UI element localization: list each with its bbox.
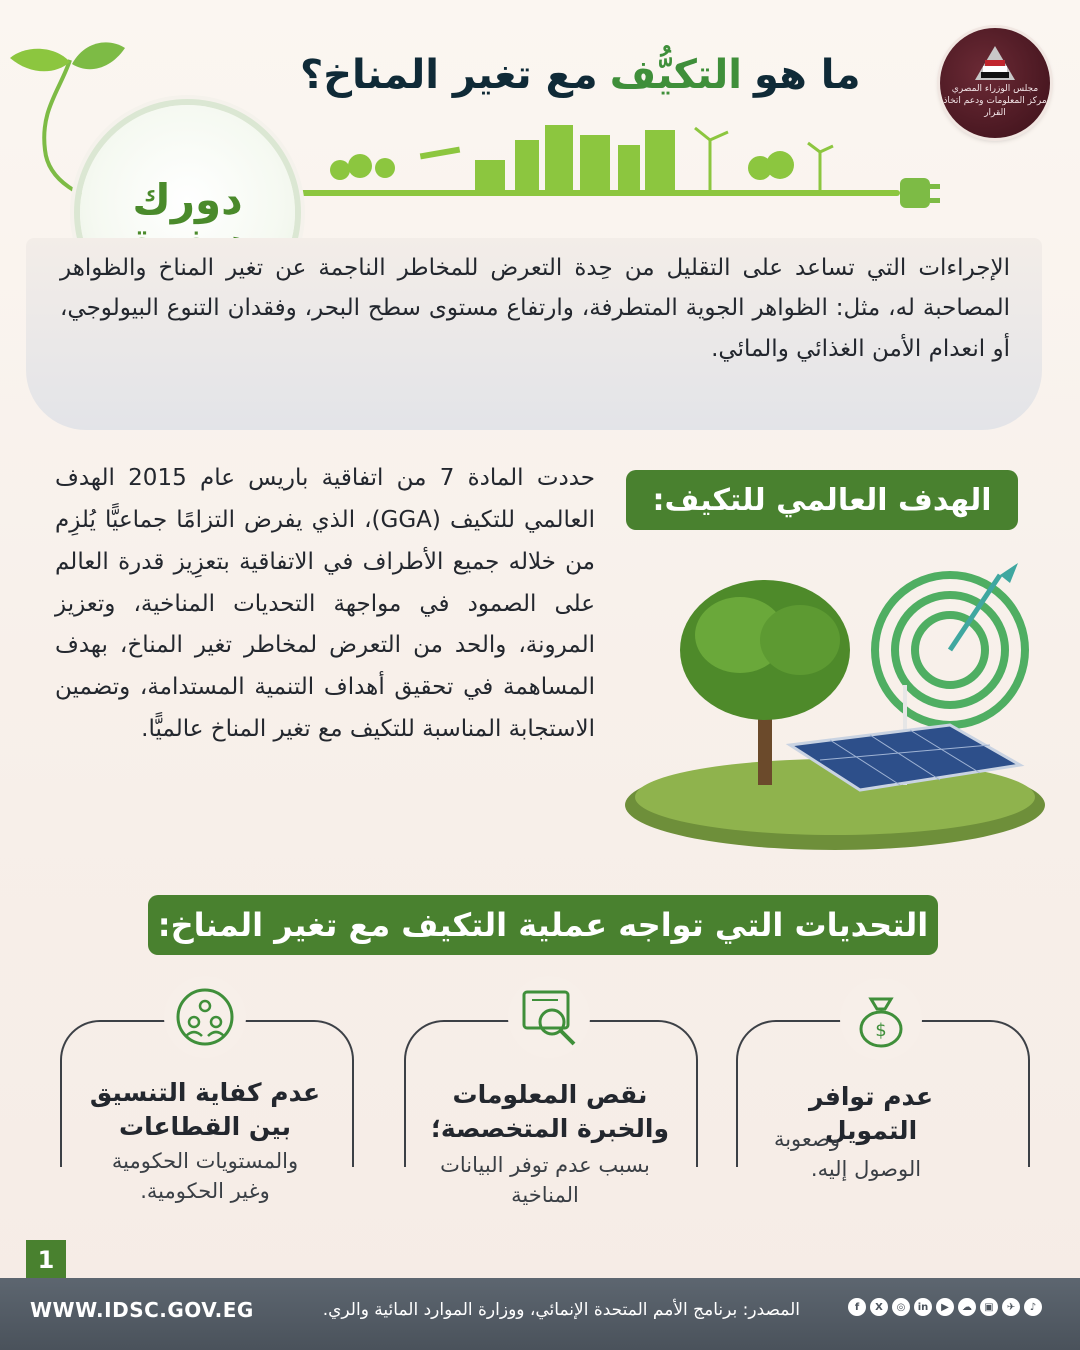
soundcloud-icon[interactable]: ☁ xyxy=(958,1298,976,1316)
source-text: المصدر: برنامج الأمم المتحدة الإنمائي، ووزارة الموارد المائية والري. xyxy=(322,1300,800,1320)
logo-line2: مركز المعلومات ودعم اتخاذ القرار xyxy=(943,96,1047,118)
egypt-flag-emblem-icon xyxy=(975,46,1015,80)
challenge-finance-desc: الوصول إليه. xyxy=(810,1157,922,1181)
linkedin-icon[interactable]: in xyxy=(914,1298,932,1316)
challenge-information-title: نقص المعلومات والخبرة المتخصصة؛ xyxy=(430,1080,670,1143)
page-title xyxy=(300,40,900,110)
goal-text: حددت المادة 7 من اتفاقية باريس عام 2015 الهدف العالمي للتكيف (GGA)، الذي يفرض التزامًا جماعيًّا يُلزِم من خلاله جميع الأطراف في الاتفاقية بتعزِيز قدرة العالم على الصمود في مواجهة التحديات المناخية، وتعزيز المرونة، والحد من التعرض لمخاطر تغير المناخ، بهدف المساهمة في تحقيق أهداف التنمية المستدامة، وتضمين الاستجابة المناسبة للتكيف مع تغير المناخ عالميًّا. xyxy=(55,465,595,743)
title-part2: مع تغير المناخ؟ xyxy=(300,52,598,98)
page-number: 1 xyxy=(26,1240,66,1280)
goal-section-title: الهدف العالمي للتكيف: xyxy=(626,470,1018,530)
challenges-section-title: التحديات التي تواجه عملية التكيف مع تغير المناخ: xyxy=(148,895,938,955)
tiktok-icon[interactable]: ♪ xyxy=(1024,1298,1042,1316)
logo-line1: مجلس الوزراء المصري xyxy=(951,84,1039,95)
idsc-logo xyxy=(940,28,1050,138)
challenge-information-desc: بسبب عدم توفر البيانات المناخية xyxy=(440,1153,650,1208)
challenge-finance-inline: وصعوبة xyxy=(773,1127,840,1151)
challenge-coordination-desc: والمستويات الحكومية وغير الحكومية. xyxy=(111,1149,299,1204)
challenge-finance-title: عدم توافر التمويل xyxy=(808,1082,934,1145)
youtube-icon[interactable]: ▶ xyxy=(936,1298,954,1316)
tree-solar-target-illustration xyxy=(620,555,1060,855)
social-icons xyxy=(848,1298,1042,1316)
challenge-coordination-title: عدم كفاية التنسيق بين القطاعات xyxy=(89,1078,321,1141)
website-link[interactable]: WWW.IDSC.GOV.EG xyxy=(30,1298,254,1322)
intro-text: الإجراءات التي تساعد على التقليل من حِدة التعرض للمخاطر الناجمة عن تغير المناخ والظواهر المصاحبة له، مثل: الظواهر الجوية المتطرفة، وارتفاع مستوى سطح البحر، وفقدان التنوع البيولوجي، أو انعدام الأمن الغذائي والمائي. xyxy=(60,255,1010,362)
facebook-icon[interactable]: f xyxy=(848,1298,866,1316)
flickr-icon[interactable]: ▣ xyxy=(980,1298,998,1316)
money-bag-icon xyxy=(840,978,922,1060)
instagram-icon[interactable]: ◎ xyxy=(892,1298,910,1316)
svg-text:$: $ xyxy=(875,1020,887,1041)
title-part1: ما هو xyxy=(753,52,861,98)
people-group-icon xyxy=(164,976,246,1058)
green-city-skyline-icon xyxy=(300,110,940,220)
x-twitter-icon[interactable]: X xyxy=(870,1298,888,1316)
badge-line1: دورك xyxy=(132,175,243,225)
title-highlight: التكيُّف xyxy=(609,52,742,98)
telegram-icon[interactable]: ✈ xyxy=(1002,1298,1020,1316)
data-analysis-icon xyxy=(508,976,590,1058)
